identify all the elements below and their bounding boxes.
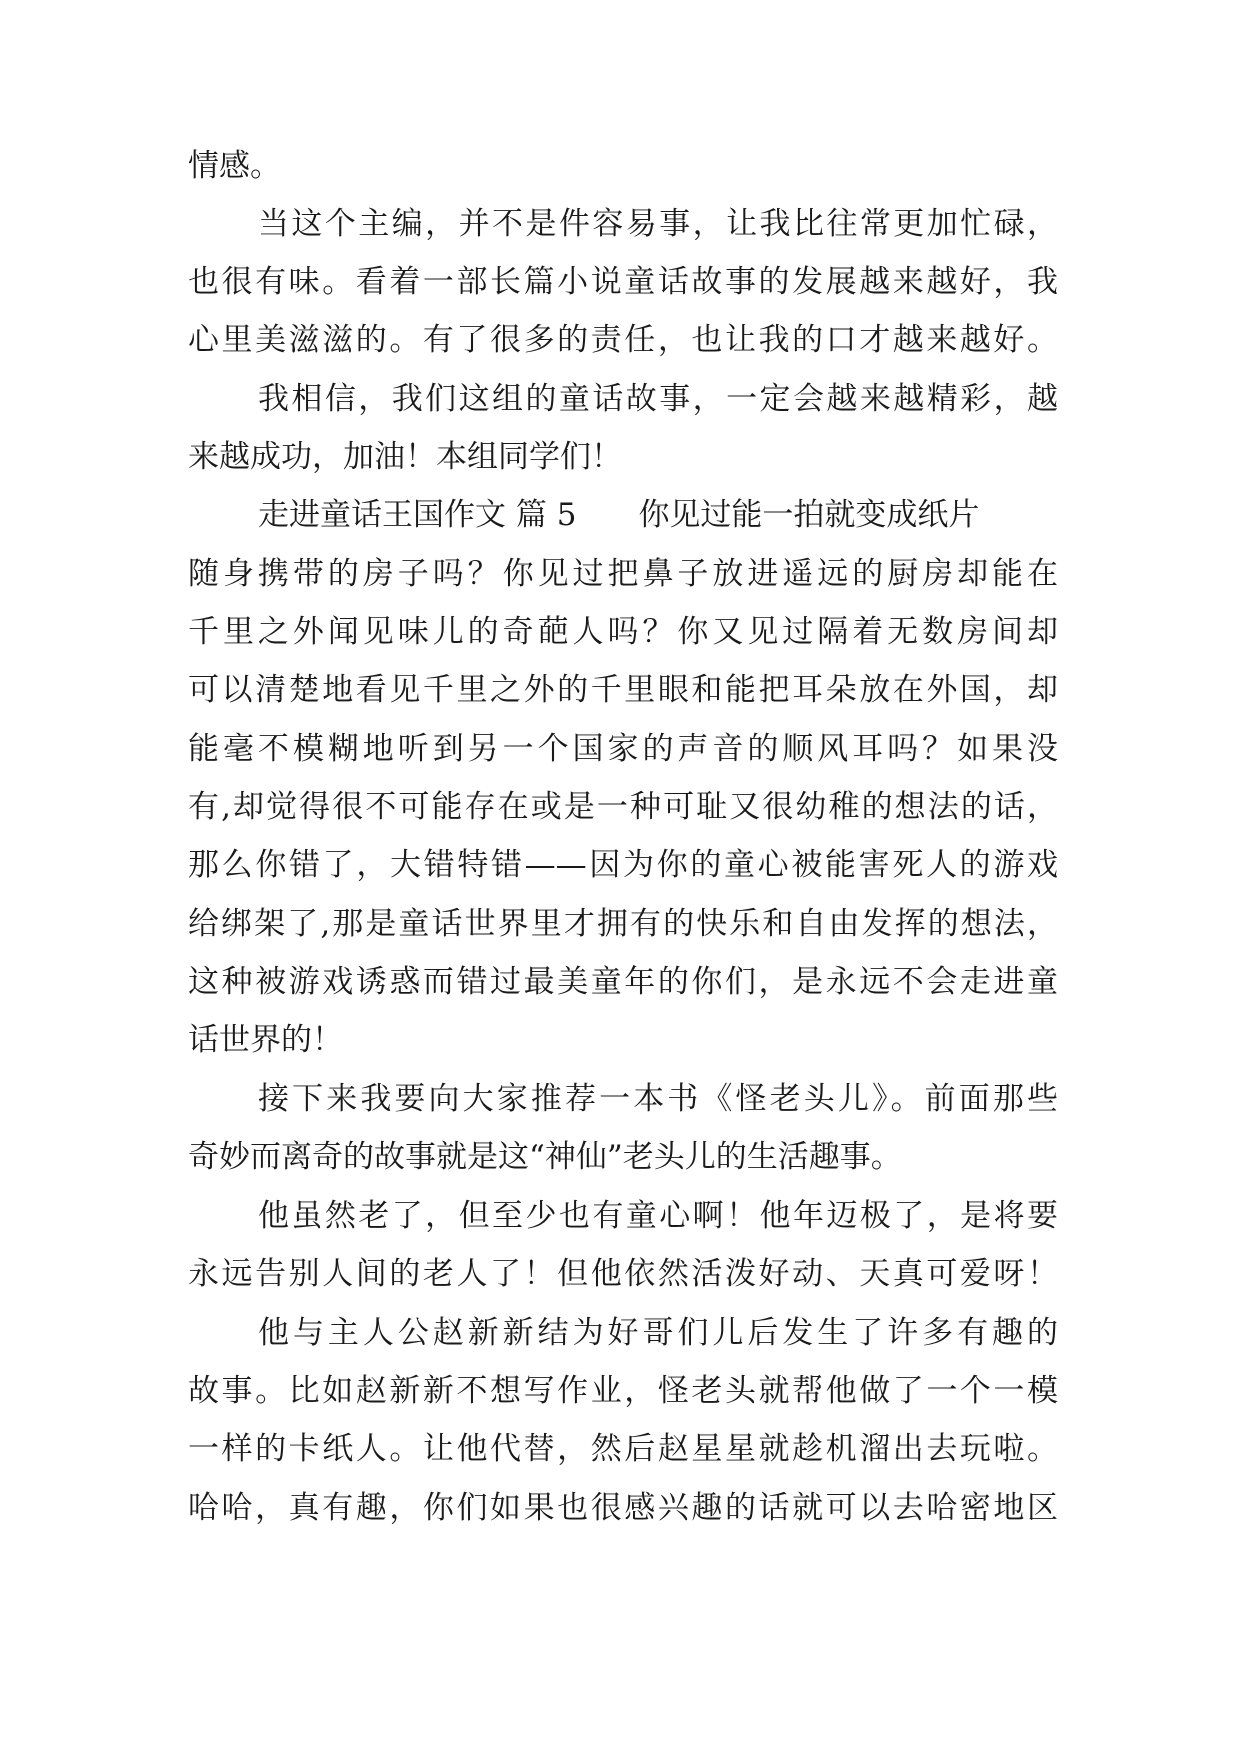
section-heading: 走进童话王国作文 篇 5 [258,497,577,533]
text-line: 故事。比如赵新新不想写作业，怪老头就帮他做了一个一模 [188,1373,1058,1409]
text-line: 有,却觉得很不可能存在或是一种可耻又很幼稚的想法的话， [188,789,1058,825]
text-line: 当这个主编，并不是件容易事，让我比往常更加忙碌， [258,206,1058,242]
text-line: 一样的卡纸人。让他代替，然后赵星星就趁机溜出去玩啦。 [188,1431,1058,1467]
text-line: 那么你错了，大错特错——因为你的童心被能害死人的游戏 [188,847,1058,883]
text-line: 这种被游戏诱惑而错过最美童年的你们，是永远不会走进童 [188,964,1058,1000]
text-line: 情感。 [188,148,281,184]
text-line: 奇妙而离奇的故事就是这“神仙”老头儿的生活趣事。 [188,1139,902,1175]
text-line: 能毫不模糊地听到另一个国家的声音的顺风耳吗？如果没 [188,731,1058,767]
text-line: 我相信，我们这组的童话故事，一定会越来越精彩，越 [258,381,1058,417]
text-line: 心里美滋滋的。有了很多的责任，也让我的口才越来越好。 [188,322,1058,358]
text-line: 随身携带的房子吗？你见过把鼻子放进遥远的厨房却能在 [188,556,1058,592]
text-line: 接下来我要向大家推荐一本书《怪老头儿》。前面那些 [258,1081,1058,1117]
text-line: 他虽然老了，但至少也有童心啊！他年迈极了，是将要 [258,1198,1058,1234]
text-line: 话世界的！ [188,1022,343,1058]
text-line: 千里之外闻见味儿的奇葩人吗？你又见过隔着无数房间却 [188,614,1058,650]
text-line: 他与主人公赵新新结为好哥们儿后发生了许多有趣的 [258,1315,1058,1351]
text-line: 永远告别人间的老人了！但他依然活泼好动、天真可爱呀！ [188,1256,1058,1292]
text-line: 来越成功，加油！本组同学们！ [188,439,622,475]
section-heading-line [258,485,1058,545]
section-first-text: 你见过能一拍就变成纸片 [638,497,980,533]
text-line: 哈哈，真有趣，你们如果也很感兴趣的话就可以去哈密地区 [188,1490,1058,1526]
text-line: 也很有味。看着一部长篇小说童话故事的发展越来越好，我 [188,264,1058,300]
text-line: 可以清楚地看见千里之外的千里眼和能把耳朵放在外国，却 [188,672,1058,708]
text-line: 给绑架了,那是童话世界里才拥有的快乐和自由发挥的想法， [188,906,1058,942]
